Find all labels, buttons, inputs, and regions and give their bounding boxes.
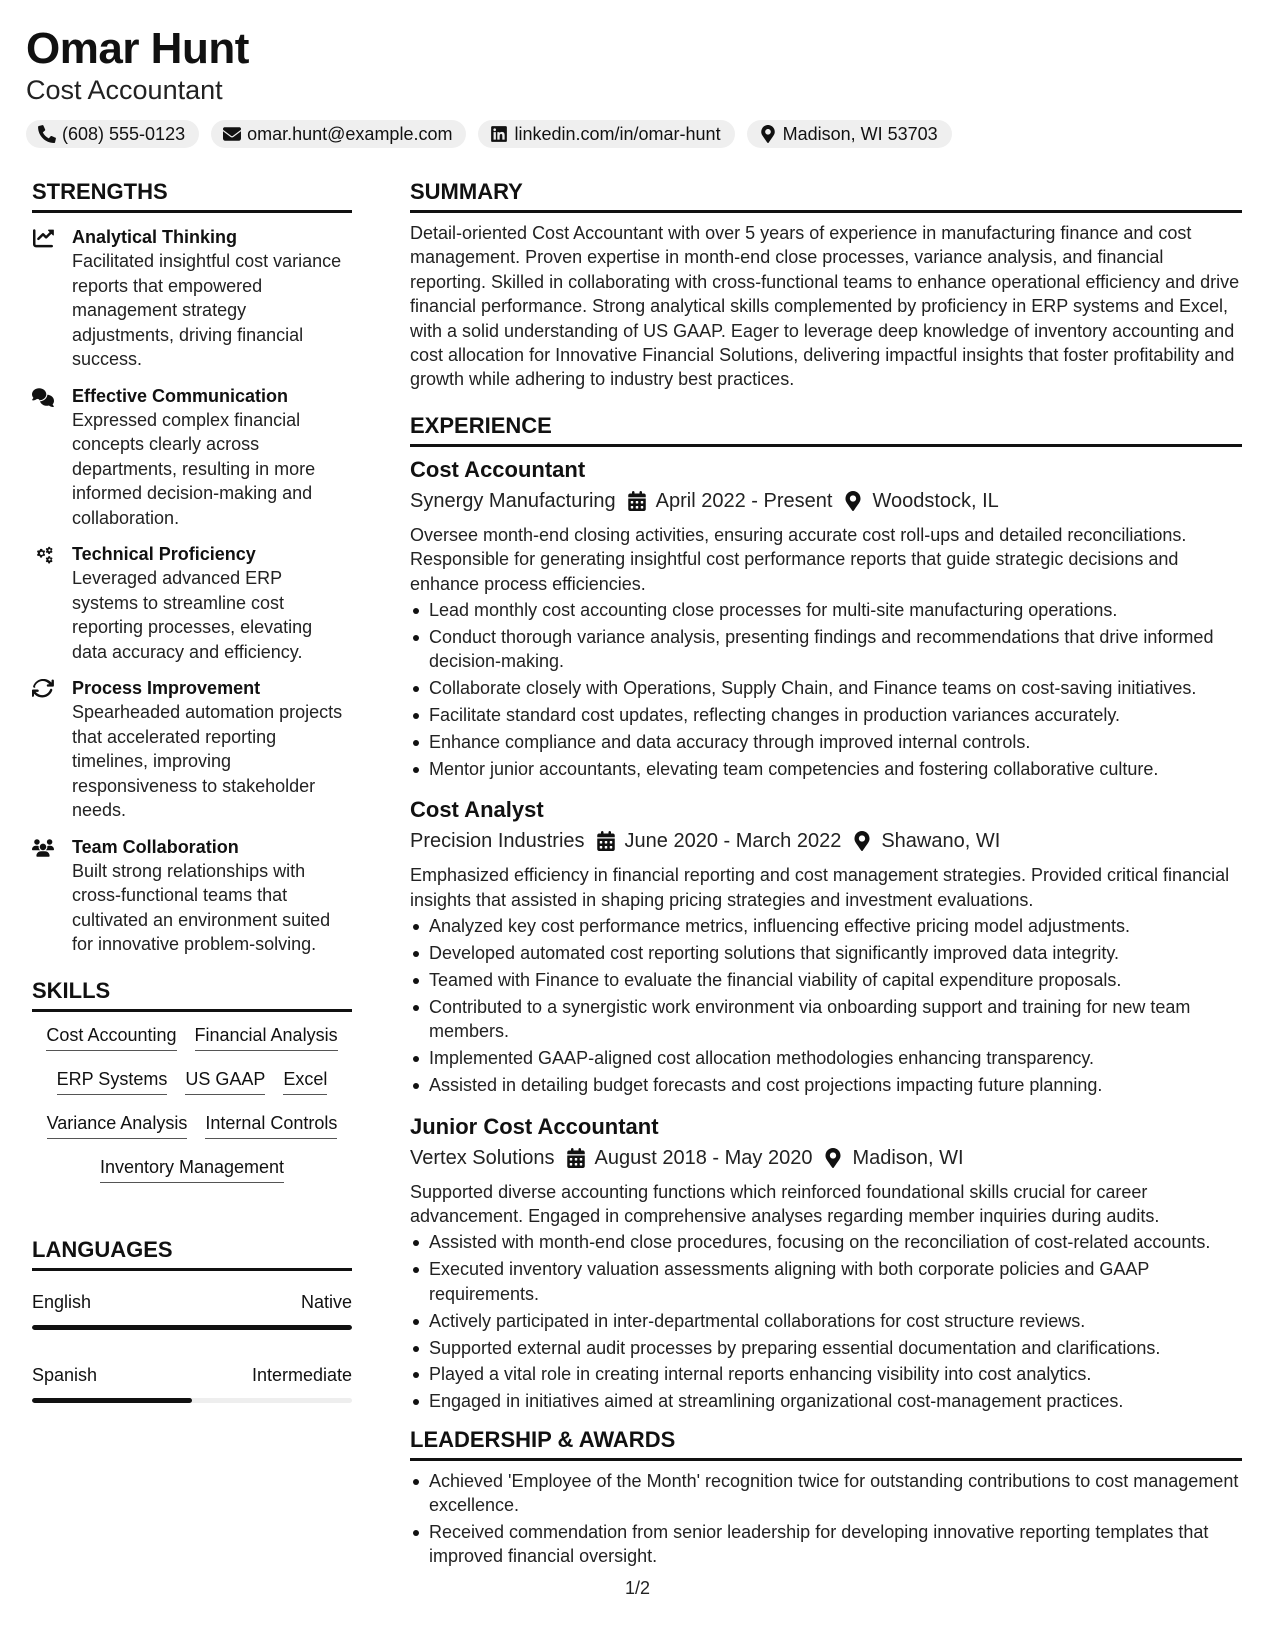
skill-tag: Inventory Management [100,1156,284,1183]
skills-list [32,1024,352,1200]
list-item: Conduct thorough variance analysis, presenting findings and recommendations that drive informed decision-making. [410,625,1242,674]
strength-item [32,676,352,823]
chart-line-icon [32,228,54,248]
summary-text: Detail-oriented Cost Accountant with over 5 years of experience in manufacturing finance and cost management. Proven expertise in month-end close processes, variance analysis, and financial reporting. Skilled in collaborating with cross-functional teams to enhance operational efficiency and drive financial performance. Strong analytical skills complemented by proficiency in ERP systems and Excel, with a solid understanding of US GAAP. Eager to leverage deep knowledge of inventory accounting and cost allocation for Innovative Financial Solutions, delivering impactful insights that foster profitability and growth while adhering to industry best practices. [410,223,1240,390]
strength-item [32,384,352,531]
strength-title: Effective Communication [72,385,289,406]
strength-item [32,835,352,957]
strength-item [32,225,352,372]
phone-text: (608) 555-0123 [62,123,186,144]
strength-title: Analytical Thinking [72,227,238,247]
list-item: Actively participated in inter-departmental collaborations for cost structure reviews. [410,1309,1242,1333]
resume-header [26,24,1246,148]
language-proficiency-fill [32,1398,192,1403]
language-proficiency-bar [32,1398,352,1403]
job-description: Supported diverse accounting functions which reinforced foundational skills crucial for career advancement. Engaged in comprehensive analyses regarding member inquiries during audits. [410,1181,1160,1226]
language-item [32,1291,352,1330]
skill-tag: Variance Analysis [47,1112,188,1139]
list-item: Assisted with month-end close procedures, focusing on the reconciliation of cost-related accounts. [410,1230,1242,1254]
job-bullets [410,598,1242,781]
job-meta [410,827,1242,855]
job-bullets [410,1230,1242,1413]
candidate-title: Cost Accountant [26,75,223,105]
list-item: Enhance compliance and data accuracy through improved internal controls. [410,730,1242,754]
strengths-list [32,225,352,957]
experience-heading: EXPERIENCE [410,412,1242,447]
language-name: English [32,1291,92,1312]
list-item: Collaborate closely with Operations, Supply Chain, and Finance teams on cost-saving initiatives. [410,676,1242,700]
language-item [32,1364,352,1403]
list-item: Achieved 'Employee of the Month' recognition twice for outstanding contributions to cost management excellence. [410,1469,1242,1518]
language-proficiency-fill [32,1325,352,1330]
email-chip[interactable] [211,120,466,148]
job-meta [410,1144,1242,1172]
linkedin-icon [490,125,508,143]
job-location: Shawano, WI [881,830,1001,853]
job-company: Precision Industries [410,830,585,853]
comments-icon [32,387,54,407]
strength-desc: Built strong relationships with cross-functional teams that cultivated an environment suited for innovative problem-solving. [72,860,331,954]
email-text: omar.hunt@example.com [247,123,453,144]
job-location: Madison, WI [852,1146,964,1169]
language-proficiency-bar [32,1325,352,1330]
job-description: Oversee month-end closing activities, ensuring accurate cost roll-ups and detailed reconciliations. Responsible for generating insightful cost performance reports that guide strategic decisions and enhance process efficiencies. [410,524,1187,594]
calendar-icon [628,491,646,511]
skills-heading: SKILLS [32,977,352,1012]
list-item: Supported external audit processes by preparing essential documentation and clarifications. [410,1336,1242,1360]
map-marker-icon [844,491,862,511]
job-dates: August 2018 - May 2020 [594,1146,813,1169]
leadership-heading: LEADERSHIP & AWARDS [410,1426,1242,1461]
job-company: Synergy Manufacturing [410,489,616,512]
phone-chip[interactable] [26,120,199,148]
list-item: Lead monthly cost accounting close processes for multi-site manufacturing operations. [410,598,1242,622]
users-icon [32,838,54,858]
strength-item [32,542,352,664]
strength-title: Team Collaboration [72,836,239,857]
list-item: Engaged in initiatives aimed at streamlining organizational cost-management practices. [410,1389,1242,1413]
gears-icon [32,545,54,565]
language-name: Spanish [32,1364,98,1385]
leadership-list [410,1469,1242,1569]
list-item: Assisted in detailing budget forecasts and cost projections impacting future planning. [410,1073,1242,1097]
skill-tag: US GAAP [185,1068,265,1095]
job-dates: April 2022 - Present [655,489,833,512]
skill-tag: Internal Controls [205,1112,337,1139]
map-marker-icon [759,125,777,143]
left-column [32,178,352,1403]
job-meta [410,487,1242,515]
job-entry [410,795,1242,1097]
list-item: Developed automated cost reporting solutions that significantly improved data integrity. [410,941,1242,965]
location-text: Madison, WI 53703 [782,123,938,144]
job-entry [410,455,1242,782]
job-company: Vertex Solutions [410,1146,555,1169]
job-description: Emphasized efficiency in financial reporting and cost management strategies. Provided critical financial insights that assisted in shaping pricing strategies and investment evaluations. [410,865,1230,910]
job-role: Junior Cost Accountant [410,1113,659,1139]
summary-heading: SUMMARY [410,178,1242,213]
sync-icon [32,679,54,699]
list-item: Contributed to a synergistic work environment via onboarding support and training for new team members. [410,995,1242,1044]
calendar-icon [597,831,615,851]
right-column [410,178,1242,1571]
list-item: Received commendation from senior leadership for developing innovative reporting templates that improved financial oversight. [410,1520,1242,1569]
job-location: Woodstock, IL [872,489,999,512]
list-item: Facilitate standard cost updates, reflecting changes in production variances accurately. [410,703,1242,727]
candidate-name: Omar Hunt [26,24,249,73]
list-item: Executed inventory valuation assessments aligning with both corporate policies and GAAP requirements. [410,1257,1242,1306]
strength-desc: Spearheaded automation projects that accelerated reporting timelines, improving responsiveness to stakeholder needs. [72,702,343,820]
strength-title: Technical Proficiency [72,544,256,564]
list-item: Implemented GAAP-aligned cost allocation methodologies enhancing transparency. [410,1046,1242,1070]
skill-tag: Cost Accounting [46,1024,176,1051]
strength-title: Process Improvement [72,678,261,698]
list-item: Mentor junior accountants, elevating team competencies and fostering collaborative culture. [410,757,1242,781]
skill-tag: Financial Analysis [195,1024,338,1051]
job-bullets [410,914,1242,1097]
strength-desc: Expressed complex financial concepts clearly across departments, resulting in more informed decision-making and collaboration. [72,409,316,528]
list-item: Teamed with Finance to evaluate the financial viability of capital expenditure proposals. [410,968,1242,992]
list-item: Analyzed key cost performance metrics, influencing effective pricing model adjustments. [410,914,1242,938]
job-dates: June 2020 - March 2022 [624,830,842,853]
list-item: Played a vital role in creating internal reports enhancing visibility into cost analytics. [410,1362,1242,1386]
strength-desc: Leveraged advanced ERP systems to streamline cost reporting processes, elevating data accuracy and efficiency. [72,568,313,662]
skill-tag: ERP Systems [57,1068,168,1095]
phone-icon [38,125,56,143]
location-chip [747,120,952,148]
language-level: Native [300,1291,352,1312]
map-marker-icon [824,1148,842,1168]
skill-tag: Excel [283,1068,327,1095]
linkedin-chip[interactable] [478,120,734,148]
linkedin-text: linkedin.com/in/omar-hunt [514,123,721,144]
strength-desc: Facilitated insightful cost variance reports that empowered management strategy adjustments, driving financial success. [72,251,342,369]
page-number: 1/2 [624,1578,651,1598]
job-role: Cost Analyst [410,797,544,823]
languages-heading: LANGUAGES [32,1236,352,1271]
strengths-heading: STRENGTHS [32,178,352,213]
job-entry [410,1112,1242,1414]
calendar-icon [567,1148,585,1168]
envelope-icon [223,125,241,143]
contact-bar [26,120,1246,148]
language-level: Intermediate [251,1364,352,1385]
job-role: Cost Accountant [410,456,586,482]
map-marker-icon [853,831,871,851]
